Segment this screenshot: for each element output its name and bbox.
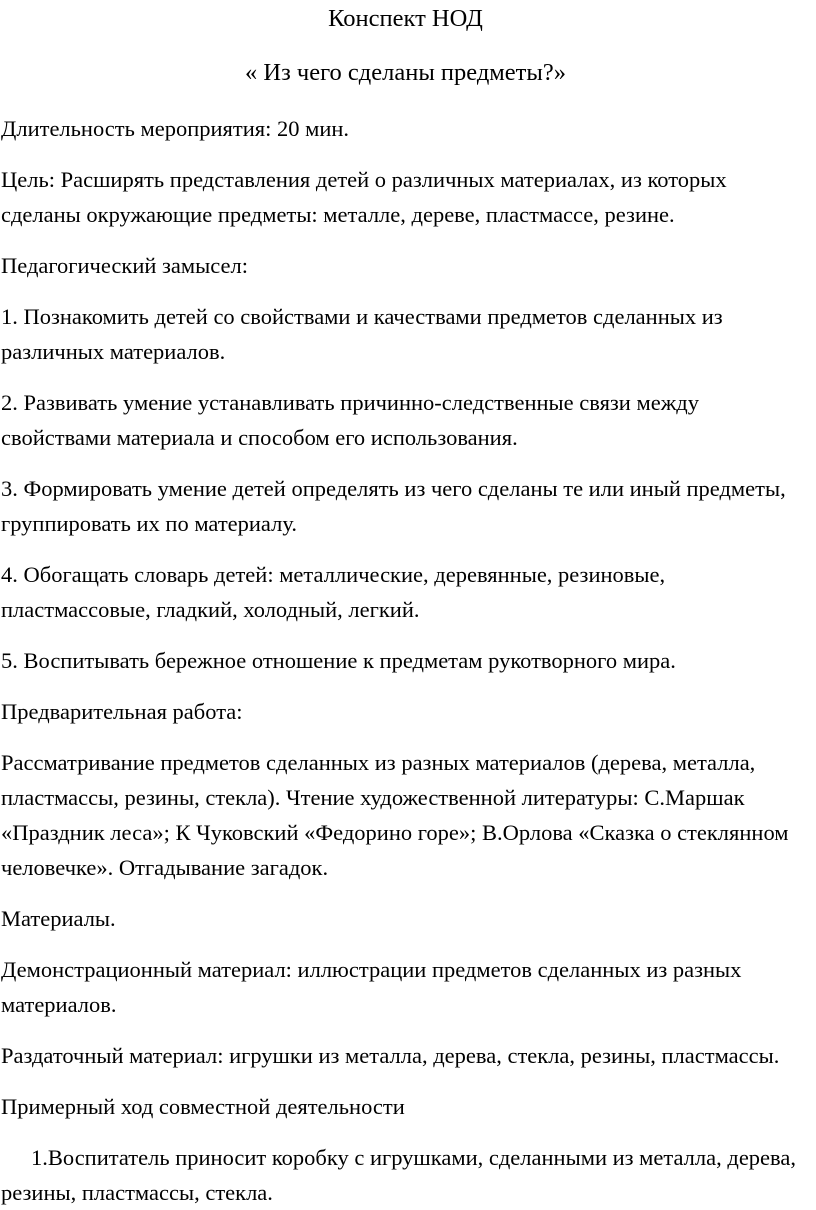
course-heading: Примерный ход совместной деятельности bbox=[1, 1094, 405, 1119]
plan-item: 5. Воспитывать бережное отношение к предметам рукотворного мира. bbox=[1, 648, 676, 673]
plan-item: 2. Развивать умение устанавливать причинно-следственные связи между свойствами материала и способом его использования. bbox=[1, 390, 699, 450]
document-subtitle: « Из чего сделаны предметы?» bbox=[245, 59, 566, 86]
document-page bbox=[0, 1, 816, 1209]
prep-text: Рассматривание предметов сделанных из разных материалов (дерева, металла, пластмассы, резины, стекла). Чтение художественной литературы: С.Маршак «Праздник леса»; К Чуковский «Федорино горе»; В.Орлова «Сказка о стеклянном человечке». Отгадывание загадок. bbox=[1, 750, 789, 880]
materials-heading: Материалы. bbox=[1, 906, 116, 931]
course-step: 1.Воспитатель приносит коробку с игрушками, сделанными из металла, дерева, резины, пластмассы, стекла. bbox=[1, 1145, 796, 1205]
duration-text: Длительность мероприятия: 20 мин. bbox=[1, 116, 350, 141]
plan-item: 4. Обогащать словарь детей: металлические, деревянные, резиновые, пластмассовые, гладкий, холодный, легкий. bbox=[1, 562, 666, 622]
handout-material-text: Раздаточный материал: игрушки из металла, дерева, стекла, резины, пластмассы. bbox=[1, 1043, 780, 1068]
document-title: Конспект НОД bbox=[328, 5, 483, 32]
goal-text: Цель: Расширять представления детей о различных материалах, из которых сделаны окружающие предметы: металле, дереве, пластмассе, резине. bbox=[1, 167, 727, 227]
prep-heading: Предварительная работа: bbox=[1, 699, 243, 724]
plan-item: 3. Формировать умение детей определять из чего сделаны те или иный предметы, группировать их по материалу. bbox=[1, 476, 786, 536]
plan-item: 1. Познакомить детей со свойствами и качествами предметов сделанных из различных материалов. bbox=[1, 304, 723, 364]
demo-material-text: Демонстрационный материал: иллюстрации предметов сделанных из разных материалов. bbox=[1, 957, 742, 1017]
plan-heading: Педагогический замысел: bbox=[1, 253, 249, 278]
